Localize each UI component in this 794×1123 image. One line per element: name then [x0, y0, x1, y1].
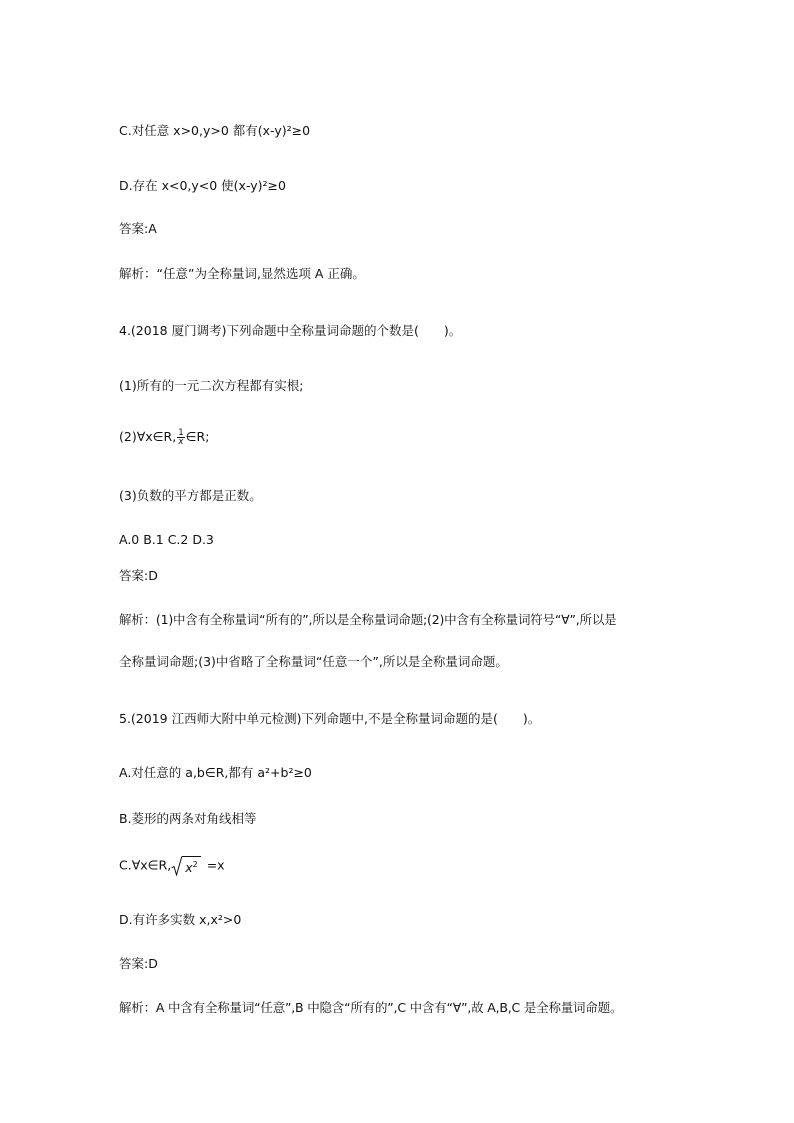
square-root	[171, 856, 201, 876]
fraction-denominator: x	[178, 436, 184, 447]
radicand	[182, 856, 201, 876]
answer-3: 答案:A	[119, 220, 157, 236]
question-5: 5.(2019 江西师大附中单元检测)下列命题中,不是全称量词命题的是( )。	[119, 710, 541, 726]
option-c: C.对任意 x>0,y>0 都有(x-y)²≥0	[119, 122, 311, 138]
option-d: D.存在 x<0,y<0 使(x-y)²≥0	[119, 177, 286, 193]
q5-option-b: B.菱形的两条对角线相等	[119, 810, 257, 826]
explanation-4-line-1: 解析：(1)中含有全称量词“所有的”,所以是全称量词命题;(2)中含有全称量词符号“∀”,所以是	[119, 611, 617, 627]
fraction	[177, 429, 184, 446]
q5-option-a: A.对任意的 a,b∈R,都有 a²+b²≥0	[119, 764, 312, 780]
explanation-4-line-2: 全称量词命题;(3)中省略了全称量词“任意一个”,所以是全称量词命题。	[119, 653, 508, 669]
q5-option-c-prefix: C.∀x∈R,	[119, 857, 172, 872]
radical-sign-icon	[171, 856, 182, 876]
q5-option-c	[119, 856, 225, 876]
q4-statement-2-prefix: (2)∀x∈R,	[119, 428, 177, 444]
question-4: 4.(2018 厦门调考)下列命题中全称量词命题的个数是( )。	[119, 322, 462, 338]
answer-4: 答案:D	[119, 567, 158, 583]
q5-option-d: D.有许多实数 x,x²>0	[119, 911, 242, 927]
explanation-3: 解析：“任意”为全称量词,显然选项 A 正确。	[119, 265, 365, 281]
answer-5: 答案:D	[119, 955, 158, 971]
explanation-5: 解析：A 中含有全称量词“任意”,B 中隐含“所有的”,C 中含有“∀”,故 A,B,C 是全称量词命题。	[119, 999, 623, 1015]
q5-option-c-suffix: =x	[206, 857, 225, 872]
q4-options: A.0 B.1 C.2 D.3	[119, 531, 214, 547]
q4-statement-2-suffix: ∈R;	[185, 428, 210, 444]
q4-statement-3: (3)负数的平方都是正数。	[119, 487, 262, 503]
q4-statement-1: (1)所有的一元二次方程都有实根;	[119, 377, 304, 393]
fraction-numerator: 1	[178, 427, 184, 438]
q4-statement-2	[119, 429, 209, 446]
radicand-exponent: 2	[192, 859, 198, 869]
radicand-base: x	[185, 859, 193, 875]
